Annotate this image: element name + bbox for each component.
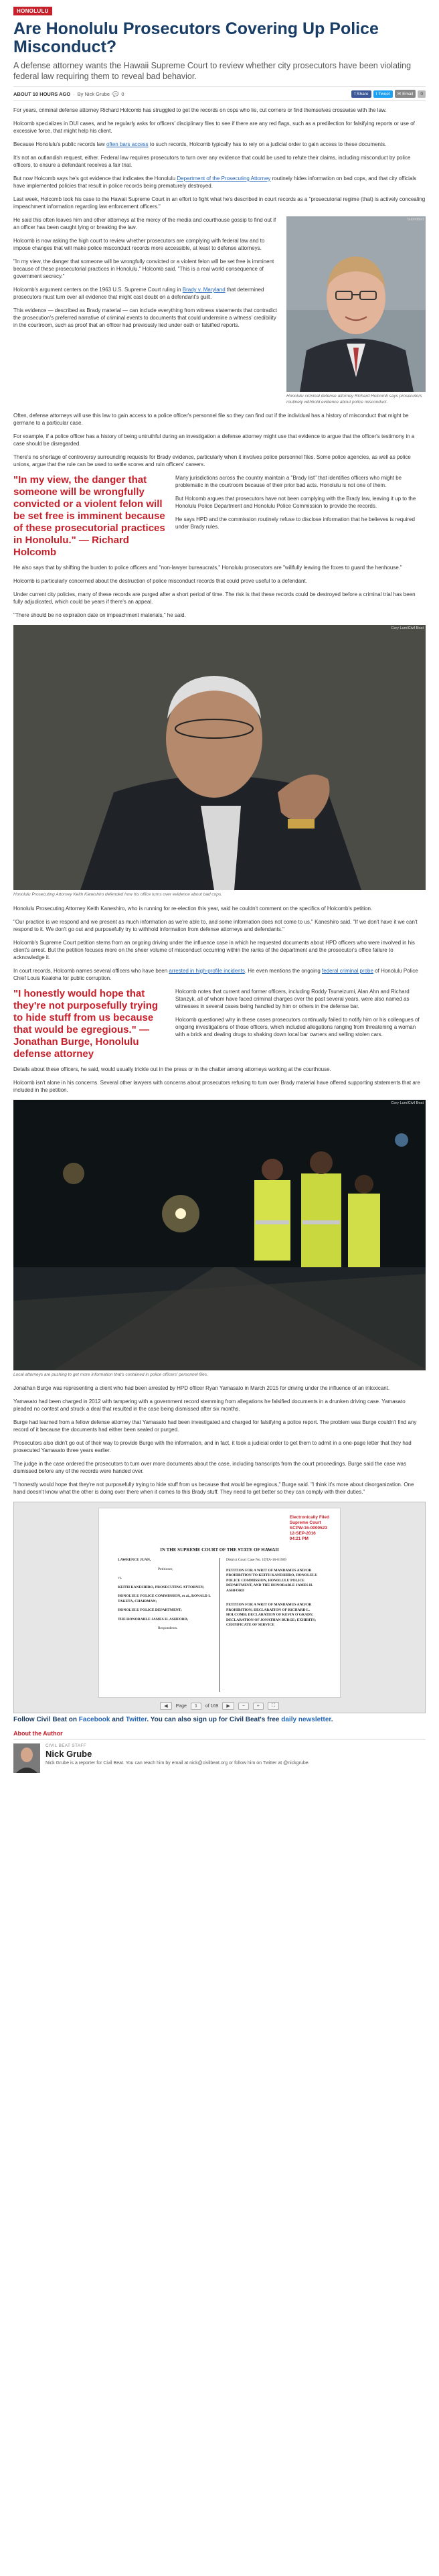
paragraph: In court records, Holcomb names several officers who have been arrested in high-profile incidents. He even mentions the ongoing federal criminal probe of Honolulu Police Chief Louis Kealoha for public corruption. [13, 967, 418, 981]
holcomb-photo[interactable] [286, 216, 426, 392]
document-viewer[interactable] [13, 1502, 426, 1713]
avatar-graphic [13, 1743, 40, 1773]
byline-separator: · [73, 90, 75, 97]
figure-caption: Honolulu criminal defense attorney Richard Holcomb says prosecutors routinely withhold evidence about police misconduct. [286, 394, 422, 405]
paragraph: For example, if a police officer has a history of being untruthful during an investigation a defense attorney might use that evidence to argue that the officer's testimony in a case should be disregarded. [13, 433, 415, 447]
holcomb-portrait-graphic [286, 216, 426, 392]
paragraph: Burge had learned from a fellow defense attorney that Yamasato had been investigated and charged for falsifying a police report. The problem was Burge couldn't find any record of it because the documents had either been sealed or purged. [13, 1419, 417, 1433]
twitter-share-button[interactable]: t Tweet [373, 90, 393, 98]
paragraph: Prosecutors also didn't go out of their way to provide Burge with the information, and in fact, it took a judicial order to get them to admit in a one-page letter that they had prosecuted Yamasato three years earlier. [13, 1440, 412, 1453]
prosecutor-department-link[interactable]: Department of the Prosecuting Attorney [177, 175, 271, 182]
next-page-button[interactable]: ▶ [222, 1702, 234, 1710]
comment-count[interactable]: 0 [121, 90, 124, 97]
filing-stamp: Electronically Filed Supreme Court SCPW-16-0000523 12-SEP-2016 04:21 PM [289, 1515, 329, 1541]
comment-icon[interactable]: 💬 [112, 90, 119, 97]
byline-row [13, 86, 426, 101]
photo-credit: Submitted [407, 218, 424, 222]
author-card [13, 1739, 426, 1773]
paragraph: Holcomb is now asking the high court to review whether prosecutors are complying with federal law and to impose changes that will make police misconduct records more accessible, at least to defense attorneys. [13, 238, 265, 251]
paragraph: "Our practice is we respond and we present as much information as we're able to, and some information does not come to us," Kaneshiro said. "If we don't have it we can't respond to it. We don't go out and purposefully try to withhold information from defense attorneys and defendants." [13, 918, 418, 932]
zoom-out-button[interactable]: − [238, 1703, 249, 1710]
paragraph: Holcomb specializes in DUI cases, and he regularly asks for officers' disciplinary files to see if there are any red flags, such as a predilection for falsifying reports or use of excessive force, that might help his client. [13, 121, 415, 134]
author-bio: Nick Grube is a reporter for Civil Beat. You can reach him by email at nick@civilbeat.org or follow him on Twitter at @nickgrube. [46, 1761, 310, 1766]
byline [13, 91, 124, 97]
paragraph: He said this often leaves him and other attorneys at the mercy of the media and courthouse gossip to find out if an officer has been caught lying or breaking the law. [13, 217, 276, 230]
paragraph: This evidence — described as Brady material — can include everything from witness statements that contradict the prosecution's preferred narrative of criminal events to documents that could undermine a witness' credibility in the courtroom, such as proof that an officer had previously lied under oath or falsified reports. [13, 307, 277, 328]
prev-page-button[interactable]: ◀ [160, 1702, 171, 1710]
paragraph: Holcomb is particularly concerned about the destruction of police misconduct records that could prove useful to a defendant. [13, 578, 307, 584]
paragraph: Honolulu Prosecuting Attorney Keith Kaneshiro, who is running for re-election this year, said he couldn't comment on the specifics of Holcomb's petition. [13, 905, 373, 912]
paragraph: Holcomb's Supreme Court petition stems from an ongoing driving under the influence case in which he requested documents about HPD officers who were involved in his client's arrest. But the petition focuses more on the sheer volume of misconduct occurring within the ranks of the department and the prosecutor's office failure to acknowledge it. [13, 939, 415, 960]
zoom-in-button[interactable]: + [253, 1703, 264, 1710]
follow-line: Follow Civil Beat on Facebook and Twitter. You can also sign up for Civil Beat's free daily newsletter. [13, 1716, 333, 1723]
paragraph: Holcomb isn't alone in his concerns. Several other lawyers with concerns about prosecutors refusing to turn over Brady material have offered supporting statements that are included in the petition. [13, 1079, 420, 1093]
share-bar [351, 90, 426, 98]
email-icon: ✉ [397, 92, 402, 96]
newsletter-link[interactable]: daily newsletter [281, 1716, 331, 1723]
about-author-heading: About the Author [13, 1730, 63, 1737]
paragraph: The judge in the case ordered the prosecutors to turn over more documents about the case, including transcripts from the court proceedings. Burge said the case was dismissed before any of the records were handed over. [13, 1461, 406, 1474]
kaneshiro-photo-graphic [13, 625, 426, 890]
case-caption-right: District Court Case No. 1DTA-16-01989 PETITION FOR A WRIT OF MANDAMUS AND/OR PROHIBITION TO KEITH KANESHIRO, HONOLULU POLICE COMMISSION, HONOLULU POLICE DEPARTMENT, AND THE HONORABLE JAMES H. ASHFORD PETITION FOR A WRIT OF MANDAMUS AND/OR PROHIBITION; DECLARATION OF RICHARD L. HOLCOMB; DECLARATION OF KEVIN O'GRADY; DECLARATION OF JONATHAN BURGE; EXHIBITS; CERTIFICATE OF SERVICE [226, 1558, 318, 1627]
category-tag[interactable]: HONOLULU [13, 7, 52, 15]
paragraph: He also says that by shifting the burden to police officers and "non-lawyer bureaucrats," Honolulu prosecutors are "willfully leaving the foxes to guard the henhouse." [13, 565, 402, 571]
arrests-link[interactable]: arrested in high-profile incidents [169, 967, 245, 974]
police-night-photo-graphic [13, 1100, 426, 1370]
holcomb-figure [286, 216, 426, 412]
paragraph: Holcomb questioned why in these cases prosecutors continually failed to notify him or his colleagues of ongoing investigations of those officers, which included allegations ranging from threatening a woman with a brick and dealing drugs to shaking down local bar owners and selling stolen cars. [175, 1016, 420, 1037]
paragraph: "There should be no expiration date on impeachment materials," he said. [13, 612, 186, 618]
brady-link[interactable]: Brady v. Maryland [182, 287, 226, 293]
paragraph: There's no shortage of controversy surrounding requests for Brady evidence, particularly when it involves police personnel files. Some police agencies, as well as police unions, argue that the rule can be used to settle scores and ruin officers' careers. [13, 454, 411, 468]
facebook-share-button[interactable]: f Share [351, 90, 371, 98]
author-name[interactable]: Nick Grube [46, 1749, 92, 1759]
page-number-input[interactable]: 1 [191, 1703, 201, 1710]
photo-credit: Cory Lum/Civil Beat [391, 626, 424, 630]
holcomb-section [13, 216, 426, 412]
kaneshiro-photo[interactable] [13, 625, 426, 890]
pullquote-section [13, 988, 426, 1060]
author-role: CIVIL BEAT STAFF [46, 1743, 86, 1748]
email-share-button[interactable]: ✉ Email [395, 90, 416, 98]
fullscreen-icon[interactable]: ⛶ [268, 1702, 279, 1710]
paragraph: For years, criminal defense attorney Richard Holcomb has struggled to get the records on cops who lie, cut corners or find themselves crosswise with the law. [13, 107, 387, 113]
paragraph: It's not an outlandish request, either. Federal law requires prosecutors to turn over any evidence that could be used to refute their claims, including misconduct by police officers, to ensure a defendant receives a fair trial. [13, 155, 411, 168]
photo-credit: Cory Lum/Civil Beat [391, 1100, 424, 1105]
paragraph: "I honestly would hope that they're not purposefully trying to hide stuff from us because that would be egregious," Burge said. "I think it's more about disorganization. One hand doesn't know what the other is doing over there when it comes to this Brady stuff. They need to get better so they can comply with their duties." [13, 1482, 414, 1495]
author-info [46, 1743, 310, 1766]
figure-caption: Honolulu Prosecuting Attorney Keith Kaneshiro defended how his office turns over evidence about bad cops. [13, 892, 222, 897]
paragraph: Often, defense attorneys will use this law to gain access to a police officer's personnel file so they can find out if the individual has a history of misconduct that might be germane to a particular case. [13, 413, 409, 426]
police-night-photo[interactable] [13, 1100, 426, 1370]
figure-caption: Local attorneys are pushing to get more information that's contained in police officers' personnel files. [13, 1372, 208, 1377]
document-toolbar [14, 1702, 425, 1710]
document-page[interactable] [98, 1508, 341, 1698]
paragraph: He says HPD and the commission routinely refuse to disclose information that he believes is required under Brady rules. [175, 516, 415, 530]
article [13, 0, 426, 1773]
article-dek: A defense attorney wants the Hawaii Supreme Court to review whether city prosecutors have been violating federal law requiring them to reveal bad behavior. [13, 61, 412, 81]
page-label: Page [175, 1703, 187, 1709]
page-total: of 169 [205, 1703, 219, 1709]
share-count: 0 [418, 90, 426, 98]
paragraph: Jonathan Burge was representing a client who had been arrested by HPD officer Ryan Yamasato in March 2015 for driving under the influence of an intoxicant. [13, 1385, 390, 1391]
paragraph: But Holcomb argues that prosecutors have not been complying with the Brady law, leaving it up to the Honolulu Police Department and Honolulu Police Commission to provide the records. [175, 496, 416, 509]
case-caption-parties: LAWRENCE JUAN, Petitioner, vs. KEITH KANESHIRO, PROSECUTING ATTORNEY; HONOLULU POLICE COMMISSION, et al., RONALD I. TAKETA, CHAIRMAN; HONOLULU POLICE DEPARTMENT; THE HONORABLE JAMES H. ASHFORD, Respondents. [118, 1558, 211, 1630]
records-law-link[interactable]: often bars access [106, 141, 149, 147]
court-name: IN THE SUPREME COURT OF THE STATE OF HAWAII [160, 1547, 279, 1553]
paragraph: Last week, Holcomb took his case to the Hawaii Supreme Court in an effort to fight what he's described in court records as a "prosecutorial regime (that) is actively concealing impeachment information regarding law enforcement officers." [13, 196, 426, 210]
pullquote: "I honestly would hope that they're not purposefully trying to hide stuff from us because that would be egregious." — Jonathan Burge, Honolulu defense attorney [13, 987, 159, 1060]
article-title: Are Honolulu Prosecutors Covering Up Police Misconduct? [13, 19, 379, 56]
twitter-follow-link[interactable]: Twitter [125, 1716, 147, 1723]
pullquote: "In my view, the danger that someone will be wrongfully convicted or a violent felon will be set free is imminent because of these prosecutorial practices in Honolulu." — Richard Holcomb [13, 474, 165, 558]
paragraph: "In my view, the danger that someone will be wrongfully convicted or a violent felon will be set free is imminent because of these prosecutorial practices in Honolulu," Holcomb said. "This is a real world consequence of government secrecy." [13, 259, 274, 279]
paragraph: Holcomb notes that current and former officers, including Roddy Tsuneizumi, Alan Ahn and Richard Stanzyk, all of whom have faced criminal charges over the past several years, were also named as witnesses in several cases being handled by him or others in the defense bar. [175, 988, 410, 1009]
paragraph: Many jurisdictions across the country maintain a "Brady list" that identifies officers who might be problematic in the courtroom because of their prior bad acts. Honolulu is not one of them. [175, 475, 402, 488]
pullquote-section [13, 474, 426, 559]
paragraph: But now Holcomb says he's got evidence that indicates the Honolulu Department of the Prosecuting Attorney routinely hides information on bad cops, and that city officials have implemented policies that result in police records being prematurely destroyed. [13, 175, 417, 189]
byline-author[interactable]: By Nick Grube [77, 90, 110, 97]
paragraph: Because Honolulu's public records law often bars access to such records, Holcomb typically has to rely on a judicial order to gain access to these documents. [13, 141, 387, 147]
paragraph: Holcomb's argument centers on the 1963 U.S. Supreme Court ruling in Brady v. Maryland that determined prosecutors must turn over all evidence that might cast doubt on a defendant's guilt. [13, 287, 264, 300]
byline-time: ABOUT 10 HOURS AGO [13, 90, 71, 97]
paragraph: Under current city policies, many of these records are purged after a short period of time. The risk is that these records could be destroyed before a criminal trial has been fully adjudicated, which could be years if there's an appeal. [13, 591, 416, 605]
paragraph: Details about these officers, he said, would usually trickle out in the press or in the chatter among attorneys working at the courthouse. [13, 1066, 331, 1072]
paragraph: Yamasato had been charged in 2012 with tampering with a government record stemming from allegations he falsified documents in a drunken driving case. Yamasato pleaded no contest and struck a deal that resulted in the case being dismissed after six months. [13, 1399, 406, 1412]
twitter-icon: t [375, 91, 377, 96]
facebook-icon: f [354, 91, 356, 96]
federal-probe-link[interactable]: federal criminal probe [322, 967, 373, 974]
avatar[interactable] [13, 1743, 40, 1773]
facebook-follow-link[interactable]: Facebook [78, 1716, 110, 1723]
